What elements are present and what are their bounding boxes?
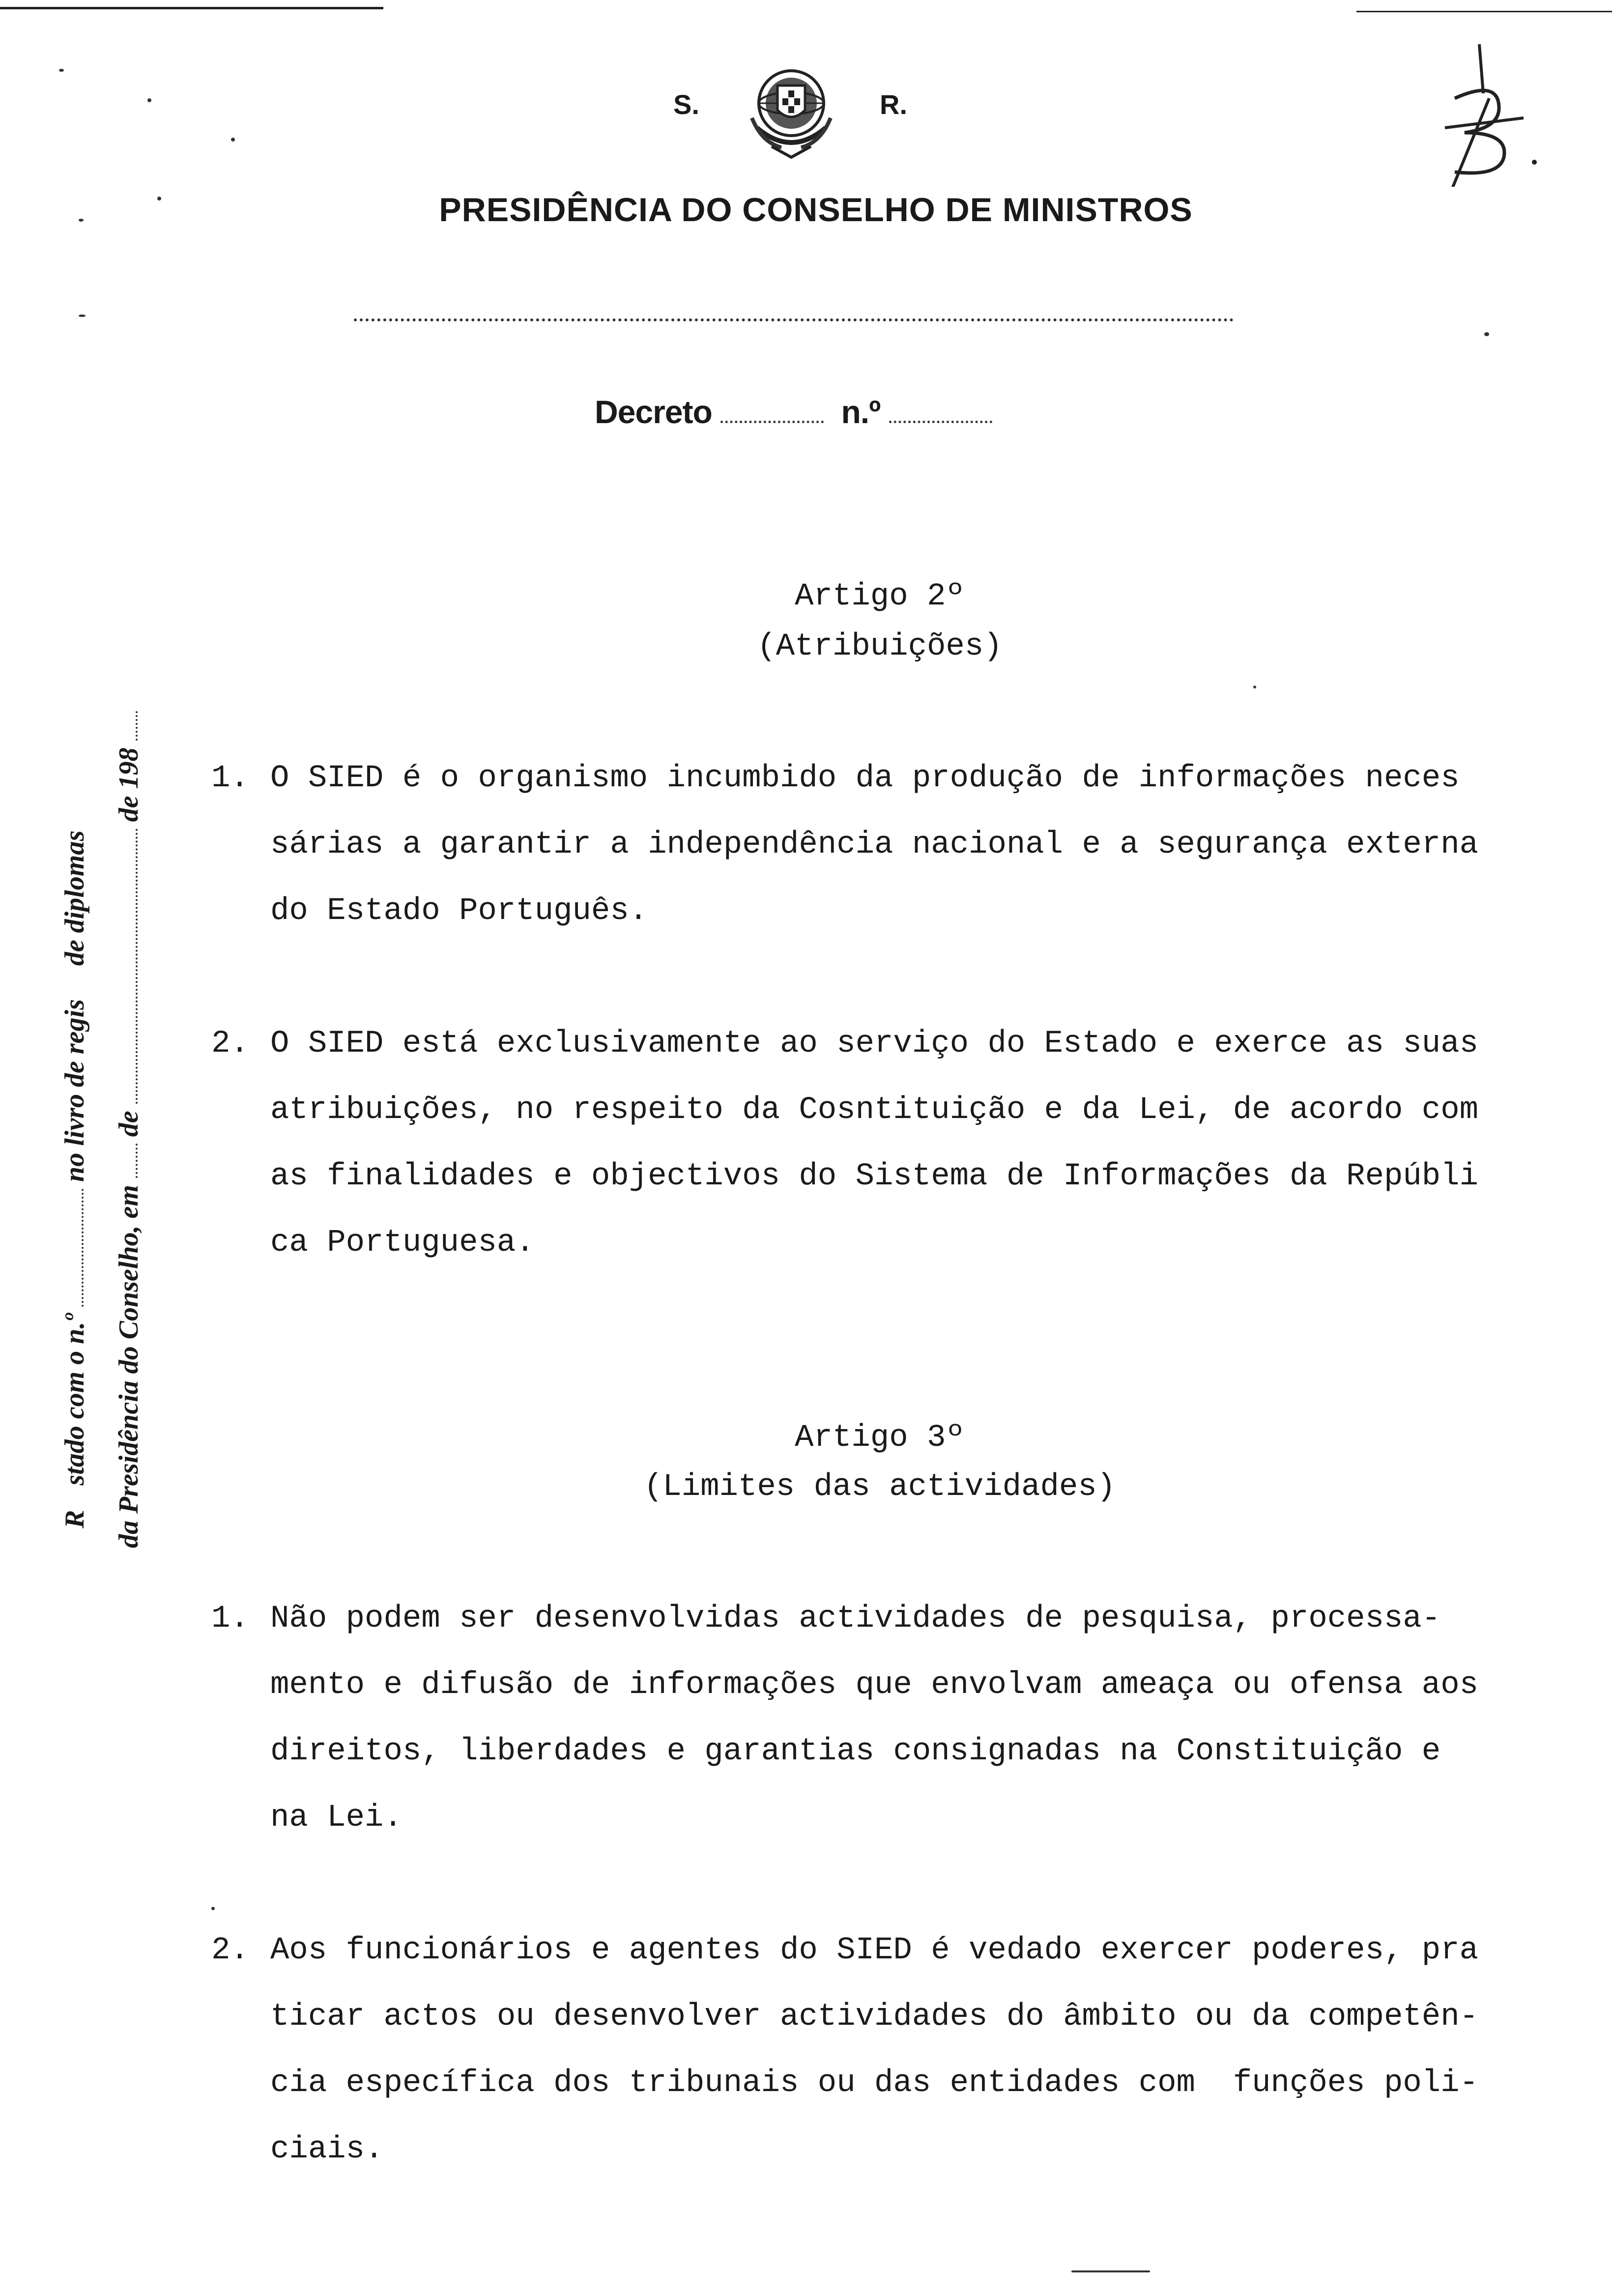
margin-registration-note-line2: da Presidência do Conselho, em de de 198: [113, 639, 144, 1548]
scan-speck: [147, 98, 151, 102]
scan-speck: [157, 197, 161, 201]
decree-number-label: n.º: [841, 394, 881, 430]
article-3-paragraph-2-line: Aos funcionários e agentes do SIED é vedado exercer poderes, pra: [270, 1933, 1478, 1968]
article-3-paragraph-1-number: 1.: [211, 1601, 249, 1636]
decree-blank-field: [720, 417, 824, 423]
scan-speck: [1253, 686, 1256, 689]
article-2-paragraph-1-line: O SIED é o organismo incumbido da produção de informações neces: [270, 761, 1460, 796]
handwritten-initials-signature: [1425, 39, 1543, 187]
article-2-title: Artigo 2º: [795, 579, 965, 614]
decree-line: [595, 393, 992, 430]
article-2-paragraph-2-line: atribuições, no respeito da Cosntituição e da Lei, de acordo com: [270, 1092, 1478, 1128]
scan-speck: [79, 219, 84, 222]
article-2-paragraph-1-line: do Estado Português.: [270, 893, 648, 929]
article-2-paragraph-2-line: O SIED está exclusivamente ao serviço do Estado e exerce as suas: [270, 1026, 1478, 1062]
top-rule-left: [0, 7, 383, 9]
article-3-paragraph-2-line: cia específica dos tribunais ou das entidades com funções poli-: [270, 2066, 1478, 2101]
decree-number-blank-field: [889, 417, 992, 423]
scan-speck: [1484, 332, 1489, 336]
header-left-letter: S.: [673, 89, 699, 120]
article-2-paragraph-2-line: as finalidades e objectivos do Sistema de Informações da Repúbli: [270, 1159, 1478, 1194]
article-2-paragraph-1-number: 1.: [211, 761, 249, 796]
article-2-paragraph-2-line: ca Portuguesa.: [270, 1225, 535, 1261]
decree-label: Decreto: [595, 394, 712, 430]
article-2-paragraph-1-line: sárias a garantir a independência nacional e a segurança externa: [270, 827, 1478, 862]
article-3-paragraph-1-line: Não podem ser desenvolvidas actividades de pesquisa, processa-: [270, 1601, 1441, 1636]
article-3-paragraph-1-line: na Lei.: [270, 1800, 403, 1836]
scan-speck: [231, 138, 235, 142]
article-2-paragraph-2-number: 2.: [211, 1026, 249, 1062]
top-rule-right: [1356, 11, 1612, 12]
scan-speck: [211, 1907, 215, 1910]
article-2-subtitle: (Atribuições): [757, 629, 1003, 664]
article-3-paragraph-1-line: direitos, liberdades e garantias consignadas na Constituição e: [270, 1734, 1441, 1769]
article-3-paragraph-2-line: ciais.: [270, 2132, 384, 2167]
article-3-paragraph-2-line: ticar actos ou desenvolver actividades do âmbito ou da competên-: [270, 1999, 1478, 2035]
ministry-heading: PRESIDÊNCIA DO CONSELHO DE MINISTROS: [439, 191, 1193, 229]
article-3-paragraph-2-number: 2.: [211, 1933, 249, 1968]
scan-speck: [79, 315, 86, 317]
article-3-paragraph-1-line: mento e difusão de informações que envolvam ameaça ou ofensa aos: [270, 1667, 1478, 1703]
article-3-subtitle: (Limites das actividades): [643, 1469, 1116, 1505]
dotted-separator: [354, 318, 1234, 321]
header-right-letter: R.: [880, 89, 907, 120]
scan-speck: [59, 69, 64, 72]
article-3-title: Artigo 3º: [795, 1420, 965, 1456]
margin-registration-note-line1: Rstado com o n.º no livro de regis de diplomas: [59, 830, 90, 1528]
scan-speck: [1071, 2270, 1150, 2272]
portuguese-coat-of-arms-icon: [742, 59, 840, 167]
